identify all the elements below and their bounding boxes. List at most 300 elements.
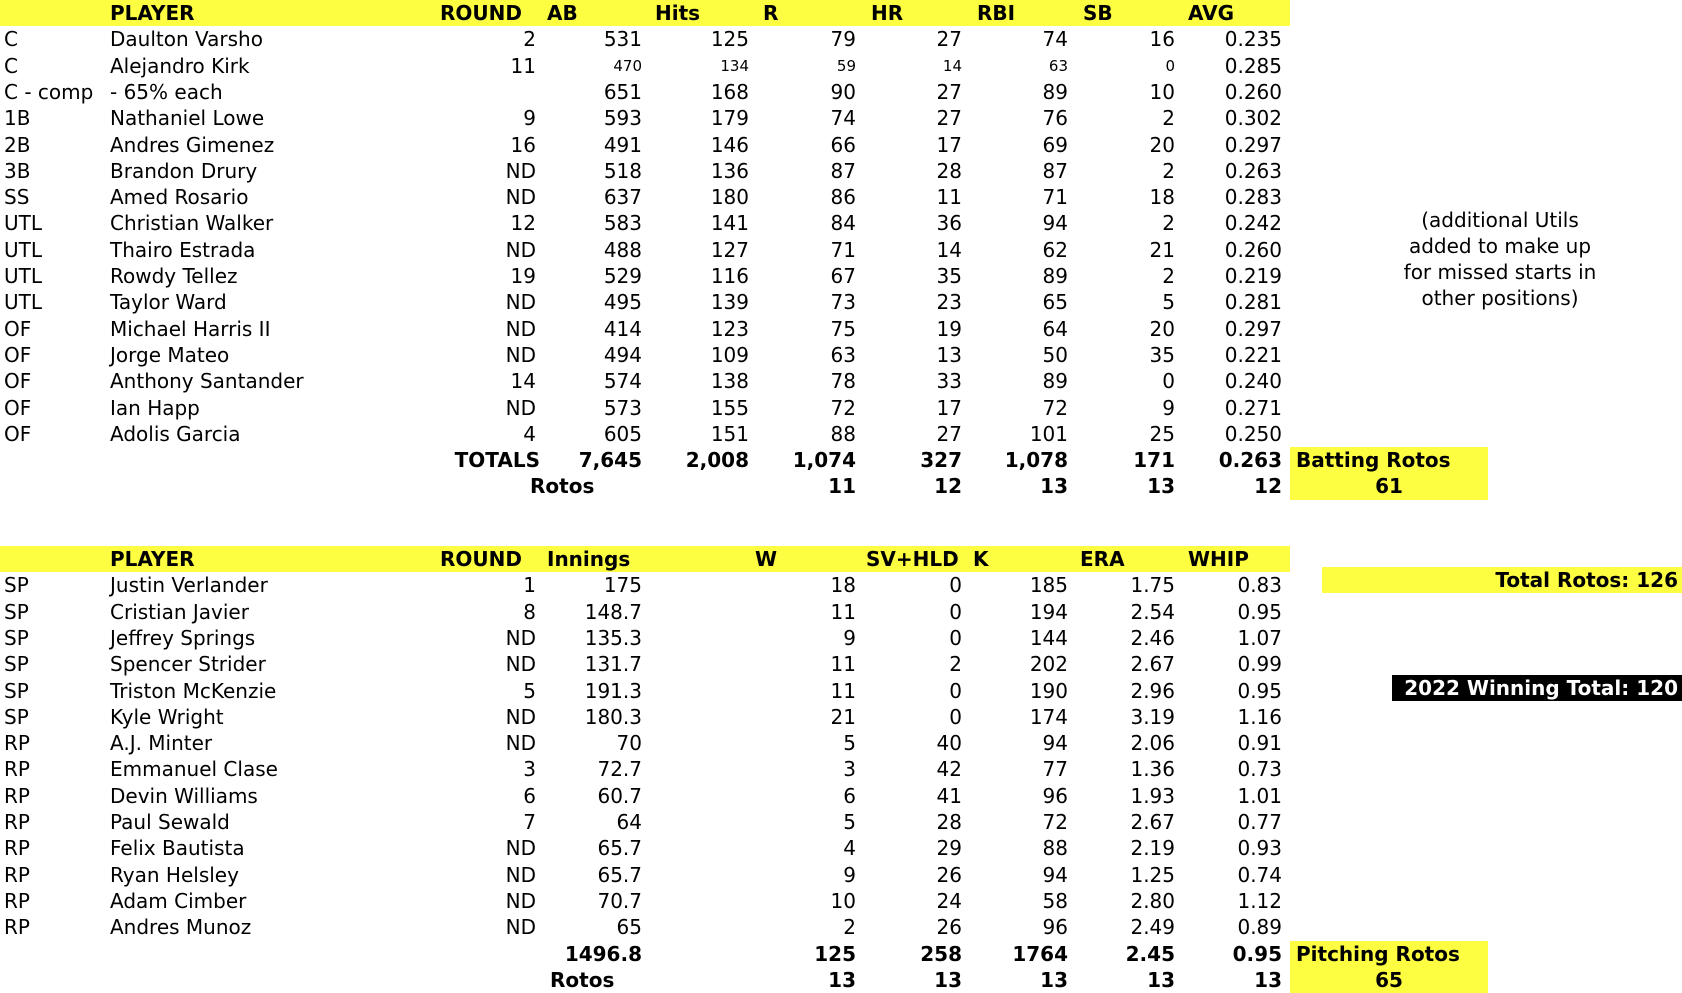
player-name: A.J. Minter bbox=[110, 730, 410, 756]
table-row bbox=[0, 730, 1290, 756]
w-cell: 10 bbox=[753, 888, 856, 914]
total-rotos-box: Total Rotos: 126 bbox=[1322, 567, 1682, 593]
column-header: RBI bbox=[977, 0, 1117, 26]
whip-cell: 0.89 bbox=[1179, 914, 1282, 940]
round-cell: ND bbox=[420, 184, 536, 210]
round-cell: ND bbox=[420, 651, 536, 677]
utils-note-line: other positions) bbox=[1380, 285, 1620, 311]
batting-totals-row bbox=[0, 447, 1290, 473]
position-cell: RP bbox=[4, 809, 104, 835]
rbi-cell: 89 bbox=[966, 263, 1068, 289]
k-cell: 194 bbox=[966, 599, 1068, 625]
round-cell: ND bbox=[420, 316, 536, 342]
w-cell: 11 bbox=[753, 651, 856, 677]
whip-cell: 0.93 bbox=[1179, 835, 1282, 861]
ip-cell: 72.7 bbox=[540, 756, 642, 782]
table-row bbox=[0, 888, 1290, 914]
total-k: 1764 bbox=[966, 941, 1068, 967]
player-name: Andres Gimenez bbox=[110, 132, 410, 158]
hits-cell: 134 bbox=[646, 53, 749, 79]
total-era: 2.45 bbox=[1072, 941, 1175, 967]
table-row bbox=[0, 625, 1290, 651]
column-header: K bbox=[973, 546, 1113, 572]
rotos-sv: 13 bbox=[860, 967, 962, 993]
era-cell: 2.19 bbox=[1072, 835, 1175, 861]
era-cell: 2.96 bbox=[1072, 678, 1175, 704]
player-name: Christian Walker bbox=[110, 210, 410, 236]
ip-cell: 65.7 bbox=[540, 835, 642, 861]
rbi-cell: 50 bbox=[966, 342, 1068, 368]
w-cell: 11 bbox=[753, 599, 856, 625]
column-header: Hits bbox=[655, 0, 795, 26]
table-row bbox=[0, 132, 1290, 158]
player-name: Andres Munoz bbox=[110, 914, 410, 940]
ab-cell: 470 bbox=[540, 53, 642, 79]
column-header: PLAYER bbox=[110, 546, 250, 572]
era-cell: 3.19 bbox=[1072, 704, 1175, 730]
w-cell: 6 bbox=[753, 783, 856, 809]
player-name: Triston McKenzie bbox=[110, 678, 410, 704]
hr-cell: 33 bbox=[860, 368, 962, 394]
ab-cell: 518 bbox=[540, 158, 642, 184]
table-row bbox=[0, 105, 1290, 131]
r-cell: 73 bbox=[753, 289, 856, 315]
player-name: Rowdy Tellez bbox=[110, 263, 410, 289]
player-name: Emmanuel Clase bbox=[110, 756, 410, 782]
player-name: Ryan Helsley bbox=[110, 862, 410, 888]
table-row bbox=[0, 184, 1290, 210]
k-cell: 88 bbox=[966, 835, 1068, 861]
table-row bbox=[0, 783, 1290, 809]
round-cell: 7 bbox=[420, 809, 536, 835]
hr-cell: 14 bbox=[860, 237, 962, 263]
hits-cell: 127 bbox=[646, 237, 749, 263]
hits-cell: 125 bbox=[646, 26, 749, 52]
column-header: HR bbox=[871, 0, 1011, 26]
avg-cell: 0.221 bbox=[1179, 342, 1282, 368]
r-cell: 88 bbox=[753, 421, 856, 447]
table-row bbox=[0, 704, 1290, 730]
table-row bbox=[0, 395, 1290, 421]
sv-cell: 0 bbox=[860, 704, 962, 730]
sv-cell: 0 bbox=[860, 678, 962, 704]
round-cell: 1 bbox=[420, 572, 536, 598]
total-hits: 2,008 bbox=[646, 447, 749, 473]
round-cell: 8 bbox=[420, 599, 536, 625]
position-cell: SP bbox=[4, 678, 104, 704]
player-name: Kyle Wright bbox=[110, 704, 410, 730]
rotos-hr: 12 bbox=[860, 473, 962, 499]
k-cell: 77 bbox=[966, 756, 1068, 782]
whip-cell: 0.73 bbox=[1179, 756, 1282, 782]
r-cell: 86 bbox=[753, 184, 856, 210]
rbi-cell: 65 bbox=[966, 289, 1068, 315]
rotos-k: 13 bbox=[966, 967, 1068, 993]
k-cell: 174 bbox=[966, 704, 1068, 730]
rbi-cell: 101 bbox=[966, 421, 1068, 447]
hr-cell: 11 bbox=[860, 184, 962, 210]
k-cell: 96 bbox=[966, 914, 1068, 940]
sb-cell: 21 bbox=[1072, 237, 1175, 263]
ip-cell: 64 bbox=[540, 809, 642, 835]
k-cell: 96 bbox=[966, 783, 1068, 809]
position-cell: SP bbox=[4, 704, 104, 730]
hr-cell: 36 bbox=[860, 210, 962, 236]
era-cell: 2.49 bbox=[1072, 914, 1175, 940]
position-cell: RP bbox=[4, 730, 104, 756]
sb-cell: 2 bbox=[1072, 105, 1175, 131]
batting-rotos-row bbox=[0, 473, 1290, 499]
player-name: Paul Sewald bbox=[110, 809, 410, 835]
position-cell: RP bbox=[4, 756, 104, 782]
whip-cell: 0.91 bbox=[1179, 730, 1282, 756]
ab-cell: 495 bbox=[540, 289, 642, 315]
table-row bbox=[0, 53, 1290, 79]
batting-rotos-box bbox=[1290, 447, 1488, 500]
column-header: AB bbox=[547, 0, 687, 26]
utils-note-line: (additional Utils bbox=[1380, 207, 1620, 233]
round-cell: ND bbox=[420, 289, 536, 315]
hr-cell: 17 bbox=[860, 132, 962, 158]
rotos-label: Rotos bbox=[550, 967, 670, 993]
avg-cell: 0.240 bbox=[1179, 368, 1282, 394]
pitching-rotos-label: Pitching Rotos bbox=[1290, 941, 1488, 967]
player-name: Taylor Ward bbox=[110, 289, 410, 315]
whip-cell: 0.95 bbox=[1179, 599, 1282, 625]
hr-cell: 28 bbox=[860, 158, 962, 184]
sv-cell: 0 bbox=[860, 572, 962, 598]
ab-cell: 529 bbox=[540, 263, 642, 289]
pitching-rotos-box bbox=[1290, 941, 1488, 993]
column-header: SB bbox=[1083, 0, 1223, 26]
w-cell: 4 bbox=[753, 835, 856, 861]
pitching-rotos-value: 65 bbox=[1290, 967, 1488, 993]
sb-cell: 2 bbox=[1072, 210, 1175, 236]
player-name: Devin Williams bbox=[110, 783, 410, 809]
position-cell: OF bbox=[4, 342, 104, 368]
hr-cell: 19 bbox=[860, 316, 962, 342]
rotos-sb: 13 bbox=[1072, 473, 1175, 499]
position-cell: C - comp bbox=[4, 79, 104, 105]
round-cell: 4 bbox=[420, 421, 536, 447]
rbi-cell: 71 bbox=[966, 184, 1068, 210]
avg-cell: 0.250 bbox=[1179, 421, 1282, 447]
column-header: WHIP bbox=[1188, 546, 1328, 572]
whip-cell: 1.07 bbox=[1179, 625, 1282, 651]
hr-cell: 35 bbox=[860, 263, 962, 289]
position-cell: RP bbox=[4, 914, 104, 940]
sv-cell: 42 bbox=[860, 756, 962, 782]
hr-cell: 27 bbox=[860, 26, 962, 52]
player-name: Brandon Drury bbox=[110, 158, 410, 184]
table-row bbox=[0, 368, 1290, 394]
w-cell: 18 bbox=[753, 572, 856, 598]
ab-cell: 488 bbox=[540, 237, 642, 263]
column-header: SV+HLD bbox=[866, 546, 1006, 572]
sb-cell: 2 bbox=[1072, 158, 1175, 184]
era-cell: 2.06 bbox=[1072, 730, 1175, 756]
hits-cell: 116 bbox=[646, 263, 749, 289]
column-header: ROUND bbox=[440, 546, 580, 572]
era-cell: 2.80 bbox=[1072, 888, 1175, 914]
avg-cell: 0.297 bbox=[1179, 132, 1282, 158]
whip-cell: 1.12 bbox=[1179, 888, 1282, 914]
avg-cell: 0.260 bbox=[1179, 237, 1282, 263]
totals-label: TOTALS bbox=[420, 447, 540, 473]
ip-cell: 131.7 bbox=[540, 651, 642, 677]
column-header: ERA bbox=[1080, 546, 1220, 572]
era-cell: 2.46 bbox=[1072, 625, 1175, 651]
player-name: Ian Happ bbox=[110, 395, 410, 421]
rotos-avg: 12 bbox=[1179, 473, 1282, 499]
sv-cell: 26 bbox=[860, 862, 962, 888]
sv-cell: 29 bbox=[860, 835, 962, 861]
era-cell: 1.93 bbox=[1072, 783, 1175, 809]
ip-cell: 60.7 bbox=[540, 783, 642, 809]
round-cell: ND bbox=[420, 342, 536, 368]
player-name: Felix Bautista bbox=[110, 835, 410, 861]
column-header: PLAYER bbox=[110, 0, 250, 26]
r-cell: 90 bbox=[753, 79, 856, 105]
rotos-whip: 13 bbox=[1179, 967, 1282, 993]
r-cell: 78 bbox=[753, 368, 856, 394]
rbi-cell: 94 bbox=[966, 210, 1068, 236]
position-cell: RP bbox=[4, 783, 104, 809]
ab-cell: 573 bbox=[540, 395, 642, 421]
player-name: - 65% each bbox=[110, 79, 410, 105]
position-cell: OF bbox=[4, 368, 104, 394]
ip-cell: 148.7 bbox=[540, 599, 642, 625]
player-name: Daulton Varsho bbox=[110, 26, 410, 52]
rbi-cell: 74 bbox=[966, 26, 1068, 52]
sv-cell: 24 bbox=[860, 888, 962, 914]
sb-cell: 35 bbox=[1072, 342, 1175, 368]
position-cell: 2B bbox=[4, 132, 104, 158]
sv-cell: 40 bbox=[860, 730, 962, 756]
w-cell: 5 bbox=[753, 809, 856, 835]
position-cell: SP bbox=[4, 651, 104, 677]
table-row bbox=[0, 316, 1290, 342]
table-row bbox=[0, 651, 1290, 677]
table-row bbox=[0, 79, 1290, 105]
position-cell: UTL bbox=[4, 289, 104, 315]
sv-cell: 41 bbox=[860, 783, 962, 809]
total-whip: 0.95 bbox=[1179, 941, 1282, 967]
ab-cell: 574 bbox=[540, 368, 642, 394]
ab-cell: 593 bbox=[540, 105, 642, 131]
avg-cell: 0.235 bbox=[1179, 26, 1282, 52]
r-cell: 67 bbox=[753, 263, 856, 289]
player-name: Michael Harris II bbox=[110, 316, 410, 342]
player-name: Thairo Estrada bbox=[110, 237, 410, 263]
rotos-label: Rotos bbox=[530, 473, 650, 499]
ab-cell: 491 bbox=[540, 132, 642, 158]
avg-cell: 0.285 bbox=[1179, 53, 1282, 79]
sv-cell: 0 bbox=[860, 625, 962, 651]
k-cell: 94 bbox=[966, 730, 1068, 756]
sb-cell: 16 bbox=[1072, 26, 1175, 52]
r-cell: 87 bbox=[753, 158, 856, 184]
rotos-w: 13 bbox=[753, 967, 856, 993]
round-cell: ND bbox=[420, 862, 536, 888]
whip-cell: 0.77 bbox=[1179, 809, 1282, 835]
r-cell: 59 bbox=[753, 53, 856, 79]
total-ab: 7,645 bbox=[540, 447, 642, 473]
round-cell: ND bbox=[420, 625, 536, 651]
r-cell: 71 bbox=[753, 237, 856, 263]
sb-cell: 25 bbox=[1072, 421, 1175, 447]
w-cell: 5 bbox=[753, 730, 856, 756]
w-cell: 9 bbox=[753, 625, 856, 651]
table-row bbox=[0, 914, 1290, 940]
ab-cell: 583 bbox=[540, 210, 642, 236]
position-cell: OF bbox=[4, 421, 104, 447]
era-cell: 1.25 bbox=[1072, 862, 1175, 888]
column-header: Innings bbox=[547, 546, 687, 572]
era-cell: 2.54 bbox=[1072, 599, 1175, 625]
avg-cell: 0.219 bbox=[1179, 263, 1282, 289]
sb-cell: 18 bbox=[1072, 184, 1175, 210]
player-name: Nathaniel Lowe bbox=[110, 105, 410, 131]
hits-cell: 179 bbox=[646, 105, 749, 131]
avg-cell: 0.242 bbox=[1179, 210, 1282, 236]
sb-cell: 9 bbox=[1072, 395, 1175, 421]
hits-cell: 141 bbox=[646, 210, 749, 236]
sb-cell: 0 bbox=[1072, 53, 1175, 79]
table-row bbox=[0, 263, 1290, 289]
ip-cell: 180.3 bbox=[540, 704, 642, 730]
sv-cell: 28 bbox=[860, 809, 962, 835]
round-cell: ND bbox=[420, 237, 536, 263]
k-cell: 202 bbox=[966, 651, 1068, 677]
rbi-cell: 87 bbox=[966, 158, 1068, 184]
k-cell: 72 bbox=[966, 809, 1068, 835]
hits-cell: 123 bbox=[646, 316, 749, 342]
position-cell: SP bbox=[4, 625, 104, 651]
era-cell: 1.75 bbox=[1072, 572, 1175, 598]
total-w: 125 bbox=[753, 941, 856, 967]
player-name: Jeffrey Springs bbox=[110, 625, 410, 651]
position-cell: UTL bbox=[4, 210, 104, 236]
hits-cell: 138 bbox=[646, 368, 749, 394]
player-name: Anthony Santander bbox=[110, 368, 410, 394]
position-cell: C bbox=[4, 53, 104, 79]
position-cell: RP bbox=[4, 888, 104, 914]
w-cell: 21 bbox=[753, 704, 856, 730]
total-sb: 171 bbox=[1072, 447, 1175, 473]
utils-note-line: added to make up bbox=[1380, 233, 1620, 259]
hr-cell: 27 bbox=[860, 79, 962, 105]
round-cell: ND bbox=[420, 395, 536, 421]
avg-cell: 0.283 bbox=[1179, 184, 1282, 210]
ab-cell: 494 bbox=[540, 342, 642, 368]
pitching-header-row bbox=[0, 546, 1290, 572]
table-row bbox=[0, 599, 1290, 625]
rbi-cell: 69 bbox=[966, 132, 1068, 158]
r-cell: 66 bbox=[753, 132, 856, 158]
w-cell: 3 bbox=[753, 756, 856, 782]
pitching-totals-row bbox=[0, 941, 1290, 967]
round-cell: 16 bbox=[420, 132, 536, 158]
rotos-era: 13 bbox=[1072, 967, 1175, 993]
w-cell: 2 bbox=[753, 914, 856, 940]
whip-cell: 1.01 bbox=[1179, 783, 1282, 809]
avg-cell: 0.263 bbox=[1179, 158, 1282, 184]
ip-cell: 191.3 bbox=[540, 678, 642, 704]
table-row bbox=[0, 862, 1290, 888]
avg-cell: 0.281 bbox=[1179, 289, 1282, 315]
hr-cell: 23 bbox=[860, 289, 962, 315]
round-cell: ND bbox=[420, 158, 536, 184]
ab-cell: 651 bbox=[540, 79, 642, 105]
sv-cell: 26 bbox=[860, 914, 962, 940]
position-cell: UTL bbox=[4, 237, 104, 263]
rbi-cell: 76 bbox=[966, 105, 1068, 131]
ip-cell: 65 bbox=[540, 914, 642, 940]
r-cell: 79 bbox=[753, 26, 856, 52]
total-avg: 0.263 bbox=[1179, 447, 1282, 473]
position-cell: OF bbox=[4, 316, 104, 342]
r-cell: 72 bbox=[753, 395, 856, 421]
era-cell: 1.36 bbox=[1072, 756, 1175, 782]
k-cell: 58 bbox=[966, 888, 1068, 914]
era-cell: 2.67 bbox=[1072, 809, 1175, 835]
r-cell: 84 bbox=[753, 210, 856, 236]
utils-note bbox=[1380, 207, 1620, 311]
sb-cell: 20 bbox=[1072, 316, 1175, 342]
rbi-cell: 64 bbox=[966, 316, 1068, 342]
round-cell: ND bbox=[420, 914, 536, 940]
column-header: R bbox=[763, 0, 903, 26]
total-r: 1,074 bbox=[753, 447, 856, 473]
table-row bbox=[0, 210, 1290, 236]
table-row bbox=[0, 572, 1290, 598]
position-cell: OF bbox=[4, 395, 104, 421]
ip-cell: 135.3 bbox=[540, 625, 642, 651]
position-cell: 3B bbox=[4, 158, 104, 184]
sv-cell: 0 bbox=[860, 599, 962, 625]
table-row bbox=[0, 26, 1290, 52]
whip-cell: 0.99 bbox=[1179, 651, 1282, 677]
table-row bbox=[0, 678, 1290, 704]
avg-cell: 0.271 bbox=[1179, 395, 1282, 421]
utils-note-line: for missed starts in bbox=[1380, 259, 1620, 285]
ab-cell: 605 bbox=[540, 421, 642, 447]
position-cell: RP bbox=[4, 862, 104, 888]
table-row bbox=[0, 421, 1290, 447]
table-row bbox=[0, 158, 1290, 184]
hits-cell: 180 bbox=[646, 184, 749, 210]
sb-cell: 0 bbox=[1072, 368, 1175, 394]
r-cell: 75 bbox=[753, 316, 856, 342]
table-row bbox=[0, 835, 1290, 861]
position-cell: SP bbox=[4, 572, 104, 598]
round-cell: ND bbox=[420, 835, 536, 861]
whip-cell: 0.83 bbox=[1179, 572, 1282, 598]
k-cell: 190 bbox=[966, 678, 1068, 704]
sb-cell: 20 bbox=[1072, 132, 1175, 158]
rbi-cell: 89 bbox=[966, 368, 1068, 394]
hr-cell: 27 bbox=[860, 105, 962, 131]
avg-cell: 0.297 bbox=[1179, 316, 1282, 342]
avg-cell: 0.302 bbox=[1179, 105, 1282, 131]
winning-total-box: 2022 Winning Total: 120 bbox=[1392, 675, 1682, 701]
hits-cell: 136 bbox=[646, 158, 749, 184]
w-cell: 9 bbox=[753, 862, 856, 888]
total-ip: 1496.8 bbox=[540, 941, 642, 967]
player-name: Alejandro Kirk bbox=[110, 53, 410, 79]
ab-cell: 637 bbox=[540, 184, 642, 210]
